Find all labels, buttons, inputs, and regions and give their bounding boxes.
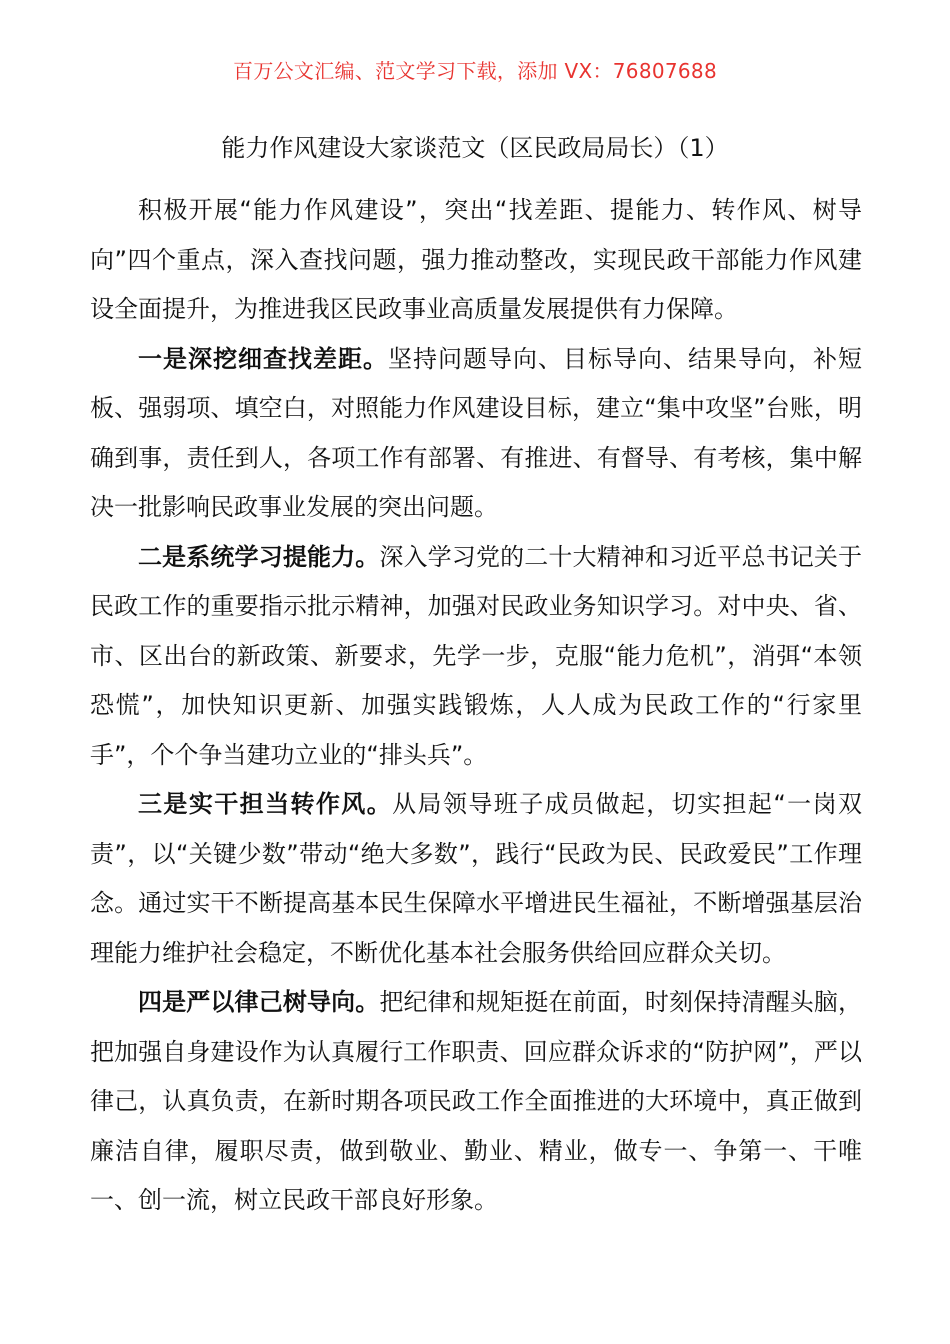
section-paragraph-3 [90, 780, 862, 978]
section-paragraph-2 [90, 533, 862, 781]
intro-paragraph: 积极开展“能力作风建设”，突出“找差距、提能力、转作风、树导向”四个重点，深入查找问题，强力推动整改，实现民政干部能力作风建设全面提升，为推进我区民政事业高质量发展提供有力保障。 [90, 196, 862, 323]
section-lead-2: 二是系统学习提能力。 [138, 542, 380, 571]
section-lead-3: 三是实干担当转作风。 [138, 790, 393, 818]
section-paragraph-4 [90, 978, 862, 1226]
header-notice: 百万公文汇编、范文学习下载，添加 VX：76807688 [233, 59, 717, 83]
section-lead-4: 四是严以律己树导向。 [138, 988, 380, 1016]
section-lead-1: 一是深挖细查找差距。 [138, 344, 388, 373]
section-text-1: 坚持问题导向、目标导向、结果导向，补短板、强弱项、填空白，对照能力作风建设目标，建立“集中攻坚”台账，明确到事，责任到人，各项工作有部署、有推进、有督导、有考核，集中解决一批影响民政事业发展的突出问题。 [90, 344, 862, 521]
document-title: 能力作风建设大家谈范文（区民政局局长）（1） [221, 134, 729, 162]
section-paragraph-1 [90, 335, 862, 533]
document-body [90, 186, 862, 1226]
section-text-3: 从局领导班子成员做起，切实担起“一岗双责”，以“关键少数”带动“绝大多数”，践行“民政为民、民政爱民”工作理念。通过实干不断提高基本民生保障水平增进民生福祉，不断增强基层治理能力维护社会稳定，不断优化基本社会服务供给回应群众关切。 [90, 790, 863, 967]
section-text-4: 把纪律和规矩挺在前面，时刻保持清醒头脑，把加强自身建设作为认真履行工作职责、回应群众诉求的“防护网”，严以律己，认真负责，在新时期各项民政工作全面推进的大环境中，真正做到廉洁自律，履职尽责，做到敬业、勤业、精业，做专一、争第一、干唯一、创一流，树立民政干部良好形象。 [90, 988, 863, 1214]
section-text-2: 深入学习党的二十大精神和习近平总书记关于民政工作的重要指示批示精神，加强对民政业务知识学习。对中央、省、市、区出台的新政策、新要求，先学一步，克服“能力危机”，消弭“本领恐慌”，加快知识更新、加强实践锻炼，人人成为民政工作的“行家里手”，个个争当建功立业的“排头兵”。 [90, 542, 863, 769]
